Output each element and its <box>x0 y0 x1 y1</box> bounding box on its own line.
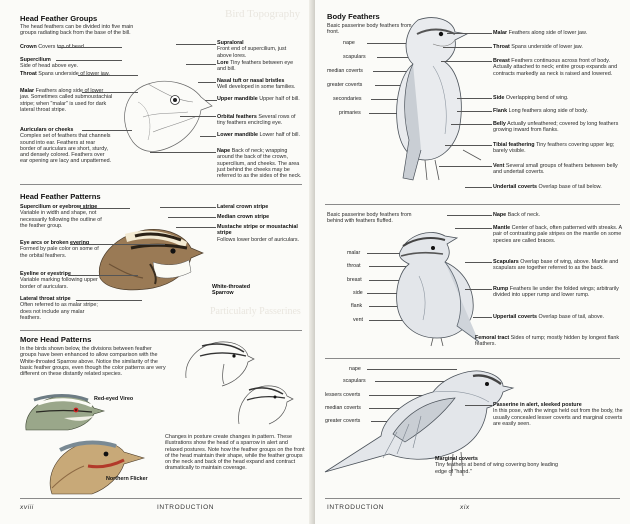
section-intro: The head feathers can be divided into five main groups radiating back from the base of the bill. <box>20 24 134 37</box>
label-tibial-feathering: Tibial feathering Tiny feathers covering upper leg; barely visible. <box>493 142 615 155</box>
bird-fluffed-illustration <box>379 226 489 346</box>
footer-section-right: INTRODUCTION <box>327 504 385 511</box>
tag-lessers-coverts: lessers coverts <box>325 392 361 398</box>
label-rump: Rump Feathers lie under the folded wings; arbitrarily divided into upper rump and lower rump. <box>493 286 619 299</box>
ghost-subtitle: Particularly Passerines <box>210 306 301 317</box>
caption-white-throated-sparrow: White-throated Sparrow <box>212 284 251 297</box>
label-median-crown-stripe: Median crown stripe <box>217 214 270 220</box>
tag-throat-back: throat <box>347 263 361 269</box>
label-supercilium-stripe: Supercilium or eyebrow stripe Variable in width and shape, not necessarily following the outline of the feather group. <box>20 204 102 229</box>
northern-flicker-illustration <box>44 436 144 498</box>
label-auriculars: Auriculars or cheeks Complex set of feathers that channels sound into ear. Feathers at rear border of auriculars are short, sturdy, and densely colored. Feathers over ear opening are lacy and unpatterned. <box>20 127 112 165</box>
section-title-body-feathers: Body Feathers <box>327 12 380 21</box>
tag-flank-back: flank <box>351 303 363 309</box>
tag-median-coverts-front: median coverts <box>327 68 363 74</box>
label-eye-arcs: Eye arcs or broken eyering Formed by pale color on some of the orbital feathers. <box>20 240 99 259</box>
label-lore: Lore Tiny feathers between eye and bill. <box>217 60 294 73</box>
label-lower-mandible: Lower mandible Lower half of bill. <box>217 132 300 138</box>
tag-scapulars-alert: scapulars <box>343 378 366 384</box>
more-head-patterns-intro: In the birds shown below, the divisions between feather groups have been enhanced to allow comparison with the White-throated Sparrow above. Notice the similarity of the basic feather groups, even though the color patterns are very different on these distantly related species. <box>20 346 166 378</box>
label-belly: Belly Actually unfeathered; covered by long feathers growing inward from flanks. <box>493 121 619 134</box>
label-crown: Crown Covers top of head. <box>20 44 86 50</box>
tag-vent-back: vent <box>353 317 364 323</box>
label-vent: Vent Several small groups of feathers between belly and undertail coverts. <box>493 163 618 176</box>
sparrow-alert-outline <box>233 376 293 428</box>
label-upper-mandible: Upper mandible Upper half of bill. <box>217 96 300 102</box>
tag-malar-back: malar <box>347 250 361 256</box>
footer-section-left: INTRODUCTION <box>157 504 215 511</box>
label-uppertail-coverts: Uppertail coverts Overlap base of tail, above. <box>493 314 605 320</box>
tag-secondaries-front: secondaries <box>333 96 362 102</box>
ghost-title: Bird Topography <box>225 8 301 20</box>
label-mustache-stripe: Mustache stripe or moustachial stripe Follows lower border of auriculars. <box>217 224 300 243</box>
label-throat-body: Throat Spans underside of lower jaw. <box>493 44 583 50</box>
label-lateral-crown-stripe: Lateral crown stripe <box>217 204 269 210</box>
caption-red-eyed-vireo: Red-eyed Vireo <box>94 396 134 402</box>
caption-northern-flicker: Northern Flicker <box>106 476 148 482</box>
label-nasal-tuft: Nasal tuft or nasal bristles Well developed in some families. <box>217 78 296 91</box>
label-nape-back: Nape Back of neck. <box>493 212 541 218</box>
label-undertail-coverts: Undertail coverts Overlap base of tail below. <box>493 184 602 190</box>
tag-nape-alert: nape <box>349 366 361 372</box>
label-throat: Throat Spans underside of lower jaw. <box>20 71 110 77</box>
fluffed-intro: Basic passerine body feathers from behind with feathers fluffed. <box>327 212 412 225</box>
label-nape: Nape Back of neck; wrapping around the back of the crown, supercilium, and cheeks. The area just behind the cheeks may be referred to as the sides of the neck. <box>217 148 302 180</box>
label-flank: Flank Long feathers along side of body. <box>493 108 588 114</box>
right-page <box>315 0 630 524</box>
label-orbital-feathers: Orbital feathers Several rows of tiny feathers encircling eye. <box>217 114 296 127</box>
red-eyed-vireo-illustration <box>24 392 104 432</box>
tag-primaries-front: primaries <box>339 110 361 116</box>
tag-greater-coverts-front: greater coverts <box>327 82 363 88</box>
head-outline-illustration <box>113 62 213 162</box>
label-femoral-tract: Femoral tract Sides of rump; mostly hidden by longest flank feathers. <box>475 335 620 348</box>
page-number-right: xix <box>460 504 470 511</box>
tag-greater-coverts-alert: greater coverts <box>325 418 361 424</box>
label-lateral-throat-stripe: Lateral throat stripe Often referred to as malar stripe; does not include any malar feathers. <box>20 296 98 321</box>
label-scapulars-back: Scapulars Overlap base of wing, above. Mantle and scapulars are together referred to as the back. <box>493 259 619 272</box>
label-supraloral: Supraloral Front end of supercilium, just above lores. <box>217 40 287 59</box>
tag-scapulars-front: scapulars <box>343 54 366 60</box>
posture-paragraph: Changes in posture create changes in pattern. These illustrations show the head of a sparrow in alert and relaxed postures. Note how the feather groups on the front of the head maintain their shape, while the feather groups on the neck and back of the head expand and contract dramatically to maintain coverage. <box>165 434 305 472</box>
tag-breast-back: breast <box>347 277 362 283</box>
tag-side-back: side <box>353 290 363 296</box>
label-eyeline: Eyeline or eyestripe Variable marking following upper border of auriculars. <box>20 271 98 290</box>
label-marginal-coverts: Marginal coverts Tiny feathers at bend of wing covering bony leading edge of "hand." <box>435 456 558 475</box>
section-title-head-feather-groups: Head Feather Groups <box>20 14 98 23</box>
label-malar: Malar Feathers along side of lower jaw. Sometimes called submoustachial stripe; when "malar" is used for dark lateral throat stripe. <box>20 88 113 113</box>
section-title-head-feather-patterns: Head Feather Patterns <box>20 192 101 201</box>
body-feathers-intro: Basic passerine body feathers from front. <box>327 23 412 36</box>
section-title-more-head-patterns: More Head Patterns <box>20 335 92 344</box>
page-number-left: xviii <box>20 504 34 511</box>
label-breast: Breast Feathers continuous across front of body. Actually attached to neck; entire group expands and contracts markedly as neck is raised and lowered. <box>493 58 618 77</box>
white-throated-sparrow-illustration <box>95 218 205 298</box>
tag-median-coverts-alert: median coverts <box>325 405 361 411</box>
bird-front-view-illustration <box>373 10 483 190</box>
label-alert-posture: Passerine in alert, sleeked posture In this pose, with the wings held out from the body, the usually concealed lesser coverts and marginal coverts are easily seen. <box>493 402 623 427</box>
label-mantle: Mantle Center of back, often patterned with streaks. A pair of contrasting pale stripes on the mantle on some species are called braces. <box>493 225 622 244</box>
label-side: Side Overlapping bend of wing. <box>493 95 569 101</box>
tag-nape-front: nape <box>343 40 355 46</box>
label-malar-body: Malar Feathers along side of lower jaw. <box>493 30 588 36</box>
label-supercilium: Supercilium Side of head above eye. <box>20 57 79 70</box>
